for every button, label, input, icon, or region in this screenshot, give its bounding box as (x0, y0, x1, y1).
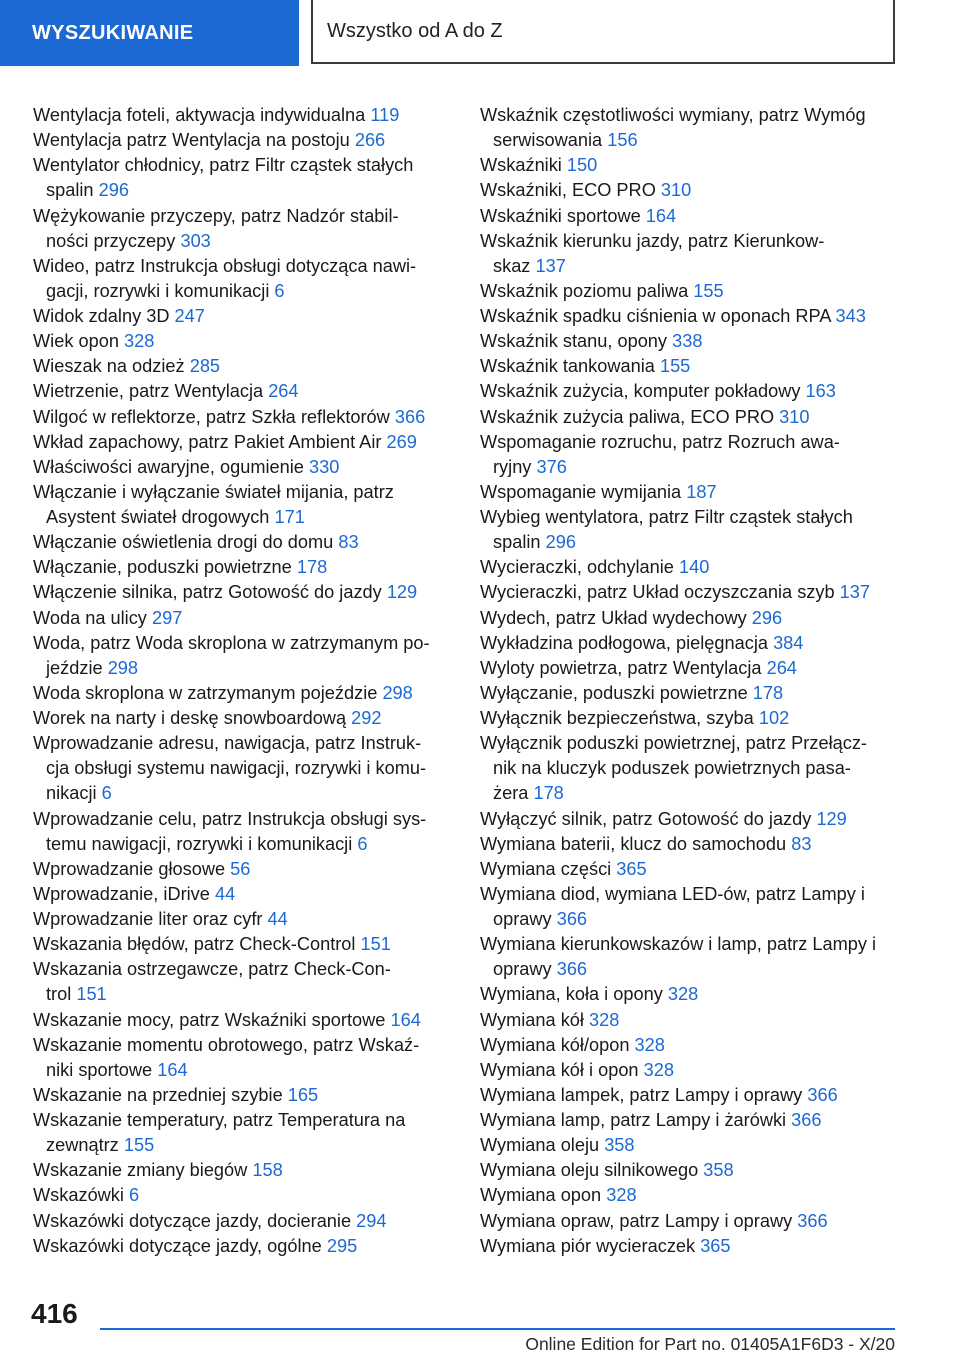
index-entry-text: Wspomaganie rozruchu, patrz Rozruch awa- (480, 431, 840, 452)
index-entry (33, 153, 458, 203)
page-reference-link[interactable]: 328 (667, 984, 699, 1005)
index-entry (33, 807, 458, 857)
page-reference-link[interactable]: 140 (678, 557, 710, 578)
page-reference-link[interactable]: 178 (296, 557, 328, 578)
page-reference-link[interactable]: 366 (797, 1210, 828, 1231)
page-reference-link[interactable]: 83 (791, 833, 812, 854)
index-entry-text: Wskazanie temperatury, patrz Temperatura na (33, 1110, 406, 1130)
index-entry-text: Wskazania błędów, patrz Check-Control (33, 934, 356, 955)
index-entry (480, 229, 900, 279)
index-entry (480, 1008, 900, 1033)
page-reference-link[interactable]: 171 (274, 507, 305, 527)
index-entry (33, 204, 458, 254)
index-entry-text: Wymiana kół (480, 1009, 584, 1030)
page-reference-link[interactable]: 178 (533, 783, 564, 804)
index-entry-text: Wskazówki dotyczące jazdy, ogólne (33, 1235, 322, 1256)
index-entry (33, 1108, 458, 1158)
index-entry-text: Wymiana lamp, patrz Lampy i żarówki (480, 1110, 787, 1130)
page-reference-link[interactable]: 310 (660, 180, 692, 201)
page-reference-link[interactable]: 164 (157, 1059, 188, 1080)
page-reference-link[interactable]: 151 (76, 984, 107, 1005)
page-number: 416 (31, 1298, 78, 1329)
page-reference-link[interactable]: 137 (535, 255, 566, 276)
index-entry-text: Wskaźnik spadku ciśnienia w oponach RPA (480, 306, 831, 326)
index-entry-text: Wskazanie mocy, patrz Wskaźniki sportowe (33, 1009, 386, 1030)
index-entry (480, 1234, 900, 1259)
index-entry (480, 304, 900, 329)
index-entry-text: trol (46, 984, 72, 1005)
index-entry-text: niki sportowe (46, 1059, 153, 1080)
page-reference-link[interactable]: 338 (672, 331, 703, 352)
index-entry (33, 455, 458, 480)
index-entry-text: Wskaźniki sportowe (480, 205, 641, 226)
page-reference-link[interactable]: 366 (394, 406, 426, 427)
index-entry-text: Włączanie oświetlenia drogi do domu (33, 532, 334, 553)
page-reference-link[interactable]: 292 (351, 708, 382, 728)
page-reference-link[interactable]: 56 (230, 858, 251, 879)
index-entry-text: ryjny (493, 456, 532, 477)
index-entry-text: Wycieraczki, patrz Układ oczyszczania szyb (480, 582, 835, 603)
index-entry (480, 1183, 900, 1208)
index-entry (480, 1158, 900, 1183)
index-entry-text: Wskaźnik tankowania (480, 356, 655, 377)
index-entry-text: Wskaźnik częstotliwości wymiany, patrz Wymóg (480, 105, 866, 125)
page-reference-link[interactable]: 384 (773, 632, 804, 653)
index-entry-text: nikacji (46, 783, 97, 804)
page-reference-link[interactable]: 285 (189, 356, 221, 377)
page-reference-link[interactable]: 266 (354, 130, 386, 151)
page-reference-link[interactable]: 6 (274, 280, 285, 301)
index-entry-text: Wymiana, koła i opony (480, 984, 663, 1005)
index-entry-text: Wyłączanie, poduszki powietrzne (480, 682, 748, 703)
index-entry-text: Wycieraczki, odchylanie (480, 557, 674, 578)
index-entry-text: Wiek opon (33, 331, 119, 352)
index-entry-text: Wymiana części (480, 858, 612, 879)
index-entry-text: Wskaźniki (480, 155, 562, 176)
page-reference-link[interactable]: 165 (287, 1084, 319, 1105)
index-entry (33, 1183, 458, 1208)
index-entry-text: Wężykowanie przyczepy, patrz Nadzór stabil- (33, 205, 399, 226)
index-entry (480, 103, 900, 153)
index-entry-text: Widok zdalny 3D (33, 306, 170, 326)
index-entry (33, 857, 458, 882)
page-reference-link[interactable]: 6 (129, 1185, 140, 1206)
index-entry-text: Wskaźnik kierunku jazdy, patrz Kierunkow- (480, 230, 825, 251)
index-entry-text: spalin (493, 532, 541, 553)
index-entry-text: temu nawigacji, rozrywki i komunikacji (46, 833, 353, 854)
index-entry-text: Wprowadzanie liter oraz cyfr (33, 909, 263, 929)
index-entry-text: serwisowania (493, 130, 603, 151)
page-reference-link[interactable]: 269 (386, 431, 417, 452)
page-reference-link[interactable]: 328 (606, 1185, 637, 1206)
index-entry-text: Wyłącznik bezpieczeństwa, szyba (480, 708, 754, 728)
index-entry (33, 706, 458, 731)
page-reference-link[interactable]: 343 (835, 306, 866, 326)
index-entry-text: Wskazanie momentu obrotowego, patrz Wskaź- (33, 1034, 420, 1055)
index-entry (480, 279, 900, 304)
index-entry-text: Wprowadzanie adresu, nawigacja, patrz Instruk- (33, 733, 422, 754)
index-entry (33, 254, 458, 304)
index-entry (480, 153, 900, 178)
page-reference-link[interactable]: 6 (357, 833, 368, 854)
index-entry (33, 128, 458, 153)
footer-divider (100, 1328, 895, 1330)
section-tab[interactable]: WYSZUKIWANIE (0, 0, 299, 66)
index-entry (480, 1033, 900, 1058)
page-reference-link[interactable]: 296 (545, 532, 576, 553)
index-entry (33, 631, 458, 681)
index-entry (480, 932, 900, 982)
index-entry-text: Wyłączyć silnik, patrz Gotowość do jazdy (480, 808, 812, 829)
page-reference-link[interactable]: 129 (386, 582, 418, 603)
index-entry-text: Woda, patrz Woda skroplona w zatrzymanym po- (33, 632, 430, 653)
index-entry-text: nik na kluczyk poduszek powietrznych pasa- (493, 758, 851, 779)
page-reference-link[interactable]: 328 (589, 1009, 620, 1030)
page-reference-link[interactable]: 296 (751, 607, 783, 628)
index-entry-text: Wskazanie zmiany biegów (33, 1160, 248, 1181)
index-entry (480, 555, 900, 580)
page-reference-link[interactable]: 178 (752, 682, 784, 703)
index-entry-text: Wspomaganie wymijania (480, 481, 682, 502)
index-entry (33, 405, 458, 430)
page-header (0, 0, 960, 66)
index-entry (480, 882, 900, 932)
index-entry (480, 379, 900, 404)
page-reference-link[interactable]: 247 (174, 306, 205, 326)
page-reference-link[interactable]: 155 (123, 1135, 155, 1156)
index-entry-text: Wymiana oleju (480, 1135, 600, 1156)
index-entry (480, 204, 900, 229)
page-reference-link[interactable]: 102 (758, 708, 790, 728)
index-entry (33, 329, 458, 354)
index-entry (33, 530, 458, 555)
index-entry-text: Właściwości awaryjne, ogumienie (33, 456, 304, 477)
index-entry-text: Włączanie i wyłączanie świateł mijania, patrz (33, 481, 394, 502)
page-reference-link[interactable]: 150 (566, 155, 598, 176)
index-entry (33, 555, 458, 580)
index-entry-text: Wprowadzanie głosowe (33, 858, 226, 879)
index-entry-text: ności przyczepy (46, 230, 176, 251)
page-reference-link[interactable]: 328 (634, 1034, 665, 1055)
index-entry-text: Wymiana opon (480, 1185, 602, 1206)
index-entry (33, 1033, 458, 1083)
page-reference-link[interactable]: 163 (805, 381, 836, 402)
index-entry-text: żera (493, 783, 529, 804)
index-entry (480, 329, 900, 354)
page-reference-link[interactable]: 158 (252, 1160, 283, 1181)
page-reference-link[interactable]: 264 (268, 381, 299, 402)
index-entry-text: Wskazówki (33, 1185, 124, 1206)
index-entry-text: zewnątrz (46, 1135, 119, 1156)
page-reference-link[interactable]: 303 (180, 230, 211, 251)
index-entry-text: oprawy (493, 909, 552, 929)
index-entry-text: Wentylacja foteli, aktywacja indywidualna (33, 105, 366, 125)
page-reference-link[interactable]: 187 (686, 481, 717, 502)
index-entry (33, 957, 458, 1007)
page-reference-link[interactable]: 366 (791, 1110, 822, 1130)
index-entry (33, 882, 458, 907)
index-entry (33, 606, 458, 631)
index-entry-text: Włączenie silnika, patrz Gotowość do jazdy (33, 582, 382, 603)
index-entry (480, 1108, 900, 1133)
index-entry (33, 580, 458, 605)
index-entry-text: Wydech, patrz Układ wydechowy (480, 607, 747, 628)
page-reference-link[interactable]: 151 (360, 934, 391, 955)
index-entry-text: Wilgoć w reflektorze, patrz Szkła reflektorów (33, 406, 390, 427)
page-reference-link[interactable]: 295 (326, 1235, 358, 1256)
index-entry (480, 606, 900, 631)
index-entry-text: Wskazówki dotyczące jazdy, docieranie (33, 1210, 352, 1231)
index-entry (480, 1209, 900, 1234)
index-entry (480, 1083, 900, 1108)
index-entry (33, 1083, 458, 1108)
index-entry (480, 480, 900, 505)
page-reference-link[interactable]: 264 (766, 657, 797, 678)
page-reference-link[interactable]: 44 (214, 883, 236, 904)
index-entry (33, 681, 458, 706)
index-entry (33, 1209, 458, 1234)
footer-edition: Online Edition for Part no. 01405A1F6D3 - X/20 (525, 1334, 895, 1354)
index-entry (33, 430, 458, 455)
index-entry-text: Woda skroplona w zatrzymanym pojeździe (33, 682, 378, 703)
index-entry-text: Wideo, patrz Instrukcja obsługi dotycząca nawi- (33, 255, 417, 276)
page-reference-link[interactable]: 298 (107, 657, 139, 678)
page-reference-link[interactable]: 137 (839, 582, 871, 603)
index-entry (33, 1158, 458, 1183)
index-entry (33, 1234, 458, 1259)
index-entry (33, 103, 458, 128)
index-entry-text: gacji, rozrywki i komunikacji (46, 280, 270, 301)
index-entry-text: Wkład zapachowy, patrz Pakiet Ambient Air (33, 431, 382, 452)
page-reference-link[interactable]: 296 (98, 180, 129, 201)
page-reference-link[interactable]: 155 (693, 280, 724, 301)
index-entry-text: Wyloty powietrza, patrz Wentylacja (480, 657, 762, 678)
index-entry-text: Wybieg wentylatora, patrz Filtr cząstek stałych (480, 507, 853, 527)
index-entry-text: Wymiana kół i opon (480, 1059, 639, 1080)
index-entry (480, 430, 900, 480)
index-entry-text: oprawy (493, 959, 552, 980)
index-entry (33, 354, 458, 379)
index-entry-text: Worek na narty i deskę snowboardową (33, 708, 347, 728)
page-reference-link[interactable]: 44 (267, 909, 288, 929)
index-entry-text: Wentylator chłodnicy, patrz Filtr cząstek stałych (33, 155, 414, 176)
index-entry-text: Wprowadzanie celu, patrz Instrukcja obsługi sys- (33, 808, 427, 829)
index-entry-text: Wymiana kierunkowskazów i lamp, patrz Lampy i (480, 934, 877, 955)
page-reference-link[interactable]: 156 (607, 130, 638, 151)
index-entry (480, 580, 900, 605)
page-reference-link[interactable]: 366 (556, 909, 588, 929)
index-entry-text: Wskaźnik stanu, opony (480, 331, 668, 352)
index-entry-text: Wymiana opraw, patrz Lampy i oprawy (480, 1210, 793, 1231)
index-entry-text: Wskazanie na przedniej szybie (33, 1084, 283, 1105)
index-entry (33, 907, 458, 932)
index-entry-text: Wymiana kół/opon (480, 1034, 630, 1055)
index-entry-text: Wskaźnik zużycia paliwa, ECO PRO (480, 406, 775, 427)
page-reference-link[interactable]: 155 (659, 356, 691, 377)
index-entry-text: Wymiana piór wycieraczek (480, 1235, 696, 1256)
index-entry (480, 706, 900, 731)
index-column-right (480, 103, 900, 1259)
index-entry-text: Wymiana diod, wymiana LED-ów, patrz Lampy i (480, 883, 865, 904)
index-entry-text: Wskaźnik poziomu paliwa (480, 280, 689, 301)
index-entry-text: Wskaźniki, ECO PRO (480, 180, 656, 201)
page-reference-link[interactable]: 164 (645, 205, 677, 226)
chapter-tab[interactable]: Wszystko od A do Z (311, 0, 895, 64)
page-reference-link[interactable]: 365 (700, 1235, 731, 1256)
page-reference-link[interactable]: 366 (807, 1084, 838, 1105)
index-entry (480, 631, 900, 656)
index-entry (480, 832, 900, 857)
index-entry-text: Wymiana baterii, klucz do samochodu (480, 833, 787, 854)
index-entry-text: jeździe (46, 657, 103, 678)
index-entry-text: Wymiana oleju silnikowego (480, 1160, 699, 1181)
index-entry (480, 681, 900, 706)
index-entry (480, 1058, 900, 1083)
index-entry-text: Woda na ulicy (33, 607, 147, 628)
page-reference-link[interactable]: 310 (779, 406, 810, 427)
page-reference-link[interactable]: 366 (556, 959, 588, 980)
index-entry-text: spalin (46, 180, 94, 201)
index-entry (33, 480, 458, 530)
index-entry (33, 304, 458, 329)
page-reference-link[interactable]: 328 (643, 1059, 674, 1080)
index-entry (480, 505, 900, 555)
index-entry (33, 379, 458, 404)
index-entry-text: Wietrzenie, patrz Wentylacja (33, 381, 264, 402)
page-reference-link[interactable]: 328 (124, 331, 155, 352)
index-entry-text: Wykładzina podłogowa, pielęgnacja (480, 632, 768, 653)
page-reference-link[interactable]: 164 (390, 1009, 421, 1030)
index-column-left (33, 103, 458, 1259)
index-entry (480, 731, 900, 806)
page-reference-link[interactable]: 119 (370, 105, 400, 125)
index-entry (33, 731, 458, 806)
index-entry (480, 1133, 900, 1158)
page-reference-link[interactable]: 83 (338, 532, 359, 553)
page-reference-link[interactable]: 297 (151, 607, 183, 628)
page-reference-link[interactable]: 358 (703, 1160, 734, 1181)
page-reference-link[interactable]: 129 (816, 808, 847, 829)
index-entry (33, 932, 458, 957)
index-entry-text: Wprowadzanie, iDrive (33, 883, 210, 904)
index-entry-text: Wskazania ostrzegawcze, patrz Check-Con- (33, 959, 391, 980)
index-entry (480, 405, 900, 430)
index-entry-text: Wskaźnik zużycia, komputer pokładowy (480, 381, 801, 402)
index-entry-text: Asystent świateł drogowych (46, 507, 270, 527)
index-entry (480, 982, 900, 1007)
page-reference-link[interactable]: 358 (604, 1135, 635, 1156)
page-reference-link[interactable]: 294 (356, 1210, 387, 1231)
index-entry-text: skaz (493, 255, 531, 276)
index-entry-text: Wyłącznik poduszki powietrznej, patrz Przełącz- (480, 733, 867, 754)
page-reference-link[interactable]: 298 (382, 682, 413, 703)
index-entry-text: Wymiana lampek, patrz Lampy i oprawy (480, 1084, 803, 1105)
index-entry (33, 1008, 458, 1033)
index-entry (480, 178, 900, 203)
page-reference-link[interactable]: 330 (308, 456, 340, 477)
index-entry-text: Włączanie, poduszki powietrzne (33, 557, 292, 578)
page-reference-link[interactable]: 6 (101, 783, 112, 804)
index-entry-text: Wieszak na odzież (33, 356, 185, 377)
index-entry-text: Wentylacja patrz Wentylacja na postoju (33, 130, 350, 151)
page-reference-link[interactable]: 365 (616, 858, 647, 879)
index-entry (480, 656, 900, 681)
index-entry-text: cja obsługi systemu nawigacji, rozrywki i komu- (46, 758, 427, 779)
page-reference-link[interactable]: 376 (536, 456, 567, 477)
index-entry (480, 807, 900, 832)
index-entry (480, 857, 900, 882)
index-entry (480, 354, 900, 379)
